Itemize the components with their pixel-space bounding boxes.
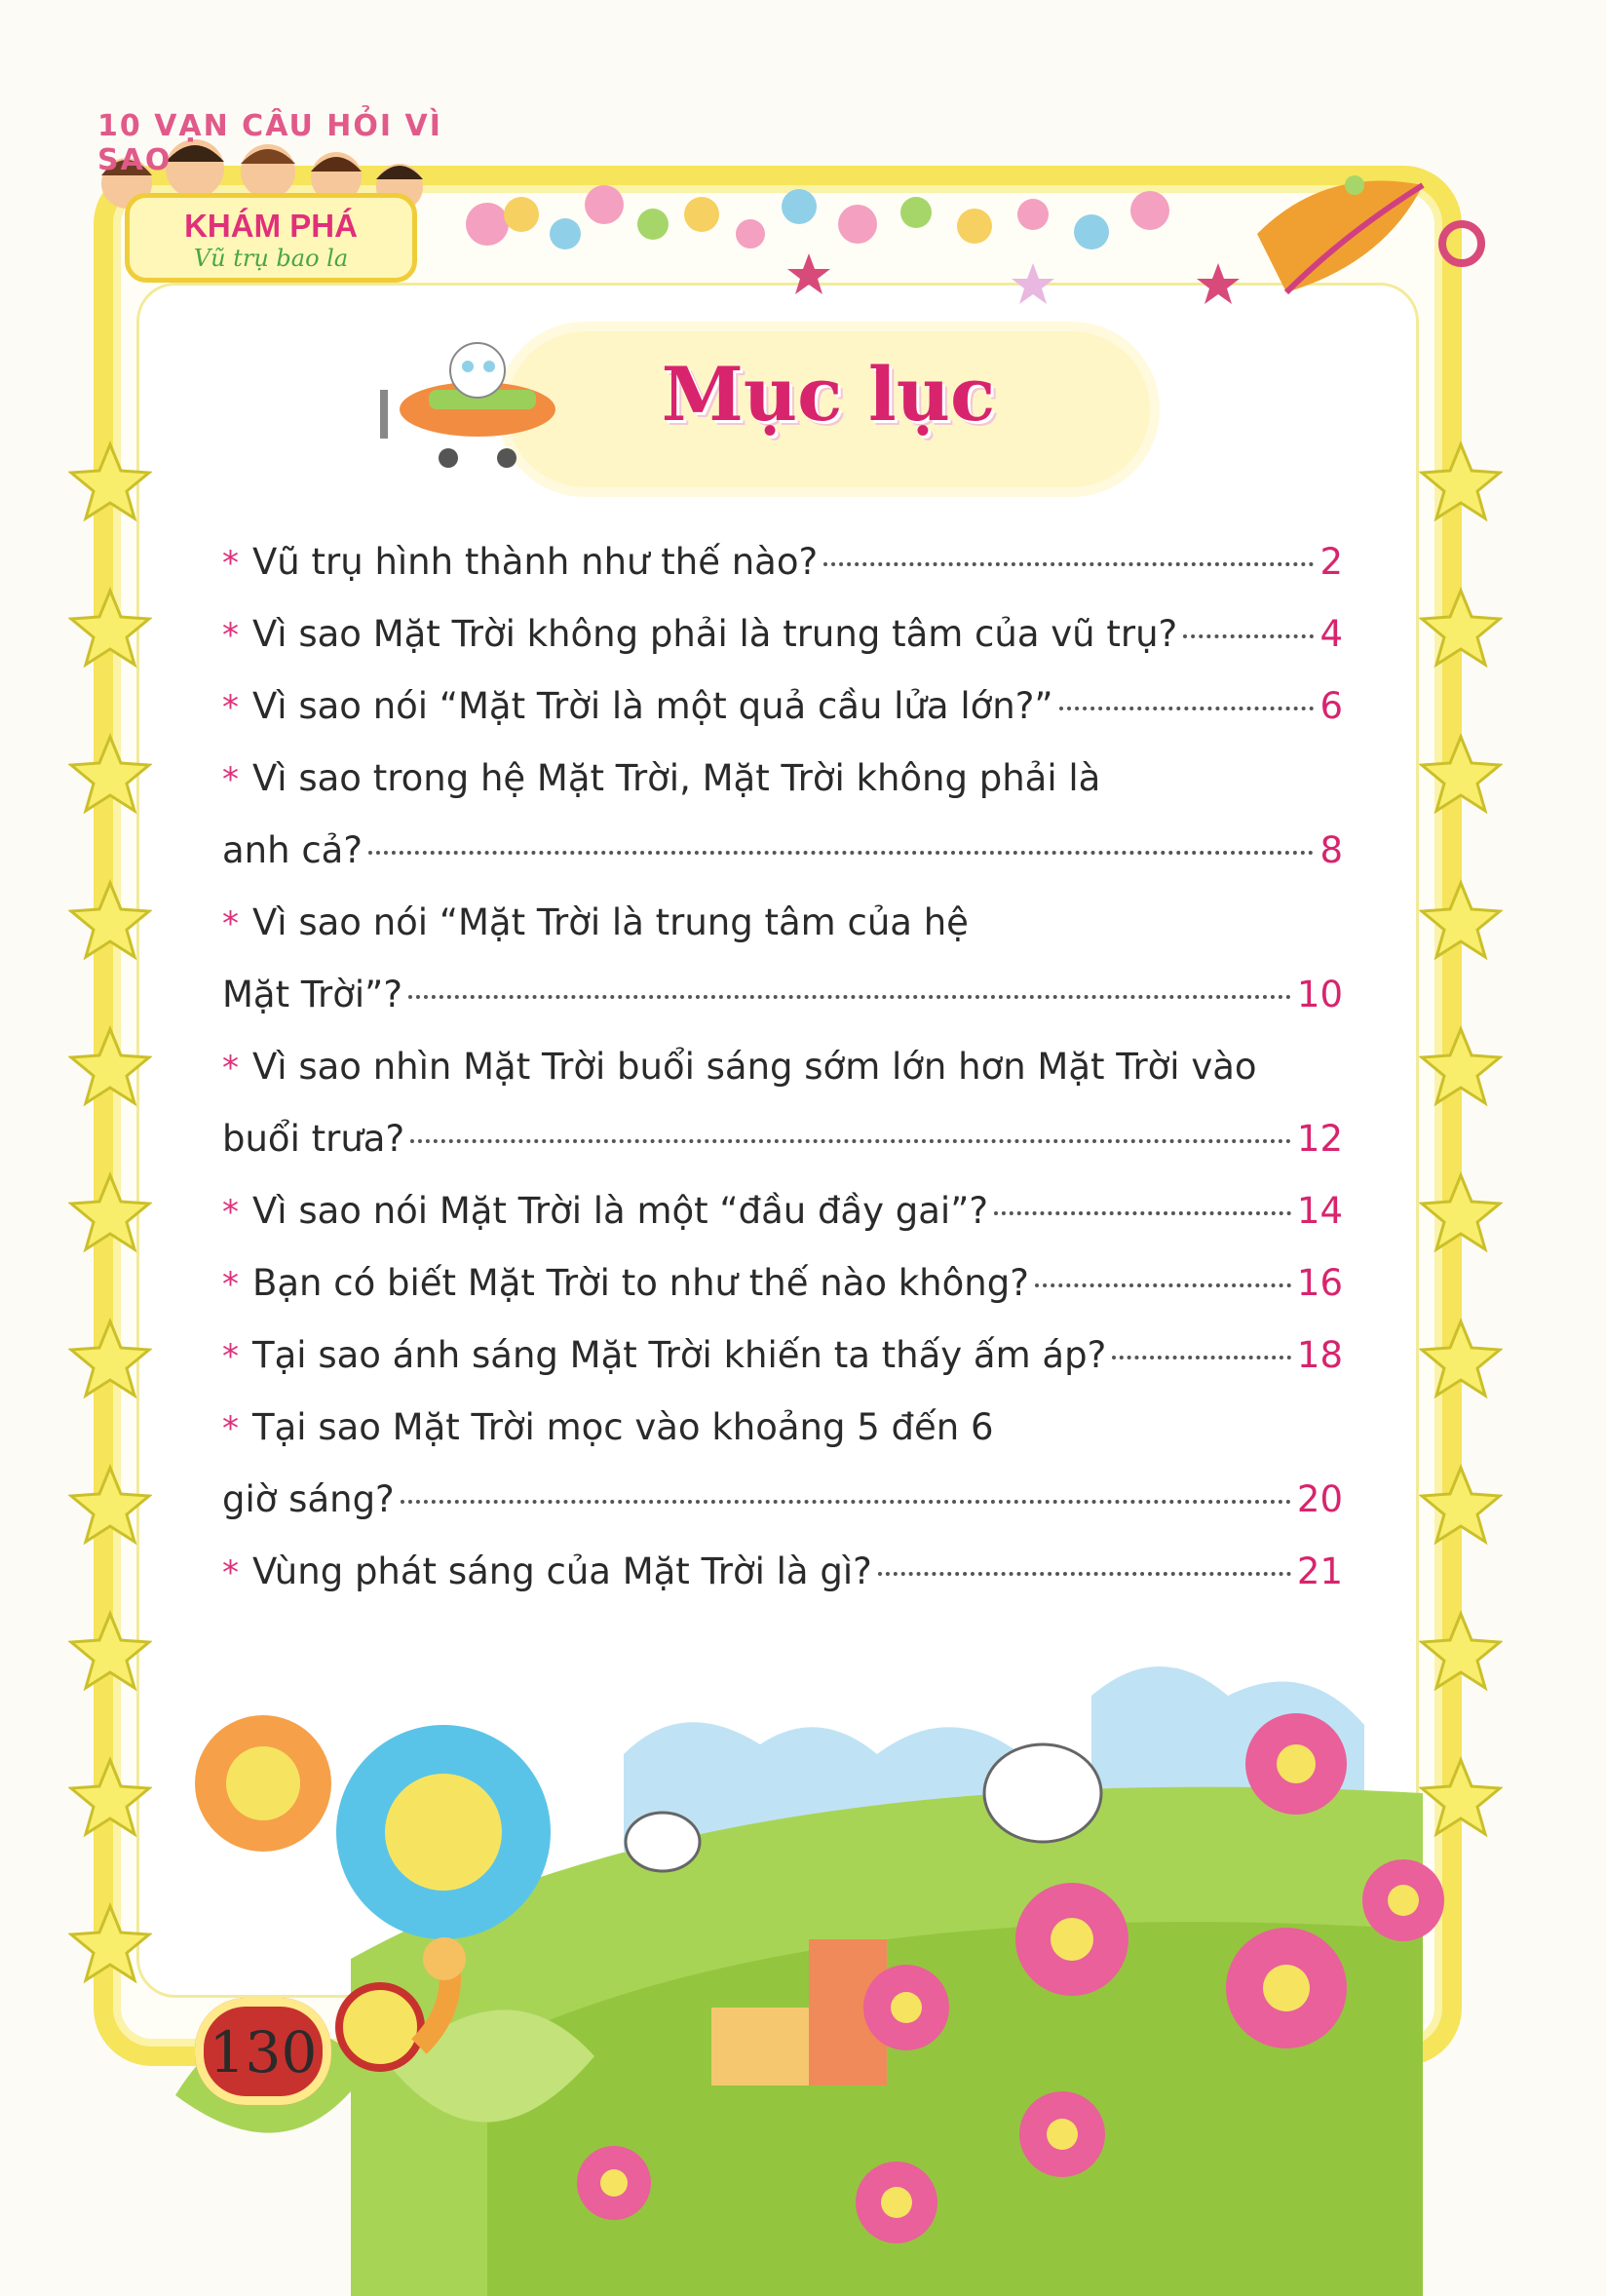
star-icon xyxy=(787,253,830,294)
toc-page-number: 12 xyxy=(1296,1118,1343,1160)
toc-entry-text: Tại sao Mặt Trời mọc vào khoảng 5 đến 6 xyxy=(252,1406,994,1448)
toc-entry-text: Vì sao nói Mặt Trời là một “đầu đầy gai”? xyxy=(252,1190,989,1232)
bullet-asterisk-icon: * xyxy=(222,1553,239,1592)
toc-entry-text: Vì sao nói “Mặt Trời là một quả cầu lửa lớn?” xyxy=(252,685,1053,727)
orange-flower-icon xyxy=(195,1715,331,1852)
blue-flower-icon xyxy=(336,1725,551,1939)
bullet-asterisk-icon: * xyxy=(222,904,239,943)
star-icon xyxy=(1419,733,1503,817)
toc-entry xyxy=(222,1320,1343,1392)
bullet-asterisk-icon: * xyxy=(222,544,239,583)
page-number: 130 xyxy=(209,2019,318,2086)
star-icon xyxy=(1419,1025,1503,1109)
toc-entry xyxy=(222,887,1343,959)
toc-entry-text: buổi trưa? xyxy=(222,1118,405,1160)
toc-entry xyxy=(222,1392,1343,1464)
star-icon xyxy=(1419,879,1503,963)
page-title: Mục lục xyxy=(661,351,996,438)
toc-page-number: 2 xyxy=(1319,541,1343,583)
star-icon xyxy=(1419,1464,1503,1548)
dot-leader xyxy=(410,1139,1291,1143)
balloons-garland xyxy=(448,146,1501,341)
sheep-icon xyxy=(984,1744,1101,1842)
bullet-asterisk-icon: * xyxy=(222,1337,239,1376)
star-icon xyxy=(1012,263,1054,304)
badge-subtitle: Vũ trụ bao la xyxy=(193,245,349,272)
toc-entry-text: Vùng phát sáng của Mặt Trời là gì? xyxy=(252,1550,872,1592)
dot-leader xyxy=(1183,634,1314,638)
star-icon xyxy=(1197,263,1240,304)
star-icon xyxy=(68,1464,152,1548)
bullet-asterisk-icon: * xyxy=(222,616,239,655)
bullet-asterisk-icon: * xyxy=(222,688,239,727)
toc-entry xyxy=(222,743,1343,815)
star-icon xyxy=(68,1318,152,1401)
bullet-asterisk-icon: * xyxy=(222,760,239,799)
star-icon xyxy=(68,1025,152,1109)
toc-entry xyxy=(222,1031,1343,1103)
dot-leader xyxy=(878,1572,1291,1576)
star-icon xyxy=(68,587,152,670)
table-of-contents xyxy=(222,526,1343,1608)
dot-leader xyxy=(1112,1356,1291,1359)
toc-page-number: 14 xyxy=(1296,1190,1343,1232)
dot-leader xyxy=(1059,707,1315,710)
star-icon xyxy=(68,733,152,817)
toc-entry-text: Vì sao trong hệ Mặt Trời, Mặt Trời không phải là xyxy=(252,757,1101,799)
star-icon xyxy=(68,879,152,963)
series-title: 10 VẠN CÂU HỎI VÌ SAO xyxy=(97,109,442,177)
toc-entry xyxy=(222,1247,1343,1320)
toc-page-number: 16 xyxy=(1296,1262,1343,1304)
toc-entry-text: Mặt Trời”? xyxy=(222,974,402,1015)
toc-entry xyxy=(222,959,1343,1031)
dot-leader xyxy=(994,1211,1291,1215)
bullet-asterisk-icon: * xyxy=(222,1193,239,1232)
toc-page-number: 21 xyxy=(1296,1550,1343,1592)
toc-entry-text: Tại sao ánh sáng Mặt Trời khiến ta thấy ấm áp? xyxy=(252,1334,1107,1376)
toc-entry xyxy=(222,670,1343,743)
meadow-illustration xyxy=(136,1637,1462,2296)
toc-entry xyxy=(222,598,1343,670)
toc-entry xyxy=(222,1464,1343,1536)
dot-leader xyxy=(823,562,1314,566)
bullet-asterisk-icon: * xyxy=(222,1265,239,1304)
sheep-icon xyxy=(626,1813,700,1871)
toc-entry-text: giờ sáng? xyxy=(222,1478,395,1520)
toc-page-number: 10 xyxy=(1296,974,1343,1015)
toc-page-number: 18 xyxy=(1296,1334,1343,1376)
toc-entry xyxy=(222,526,1343,598)
bird-icon xyxy=(1257,181,1423,292)
dot-leader xyxy=(401,1500,1291,1504)
toc-entry-text: Vì sao nhìn Mặt Trời buổi sáng sớm lớn hơn Mặt Trời vào xyxy=(252,1046,1257,1088)
toc-entry-text: Vì sao Mặt Trời không phải là trung tâm của vũ trụ? xyxy=(252,613,1178,655)
toc-page-number: 20 xyxy=(1296,1478,1343,1520)
toc-entry-text: Vì sao nói “Mặt Trời là trung tâm của hệ xyxy=(252,901,969,943)
star-icon xyxy=(68,440,152,524)
toc-page-number: 6 xyxy=(1319,685,1343,727)
star-icon xyxy=(68,1171,152,1255)
bullet-asterisk-icon: * xyxy=(222,1409,239,1448)
dot-leader xyxy=(1035,1283,1291,1287)
star-icon xyxy=(1419,587,1503,670)
book-badge xyxy=(125,193,417,283)
toc-entry-text: anh cả? xyxy=(222,829,363,871)
badge-title: KHÁM PHÁ xyxy=(184,208,358,244)
star-icon xyxy=(1419,1171,1503,1255)
toc-entry-text: Vũ trụ hình thành như thế nào? xyxy=(252,541,819,583)
toc-entry xyxy=(222,1536,1343,1608)
dot-leader xyxy=(368,851,1314,855)
bullet-asterisk-icon: * xyxy=(222,1049,239,1088)
dot-leader xyxy=(408,995,1291,999)
star-icon xyxy=(1419,440,1503,524)
toc-page-number: 4 xyxy=(1319,613,1343,655)
toc-page-number: 8 xyxy=(1319,829,1343,871)
star-icon xyxy=(1419,1318,1503,1401)
toc-entry-text: Bạn có biết Mặt Trời to như thế nào không? xyxy=(252,1262,1029,1304)
toc-entry xyxy=(222,815,1343,887)
toc-entry xyxy=(222,1175,1343,1247)
toc-entry xyxy=(222,1103,1343,1175)
